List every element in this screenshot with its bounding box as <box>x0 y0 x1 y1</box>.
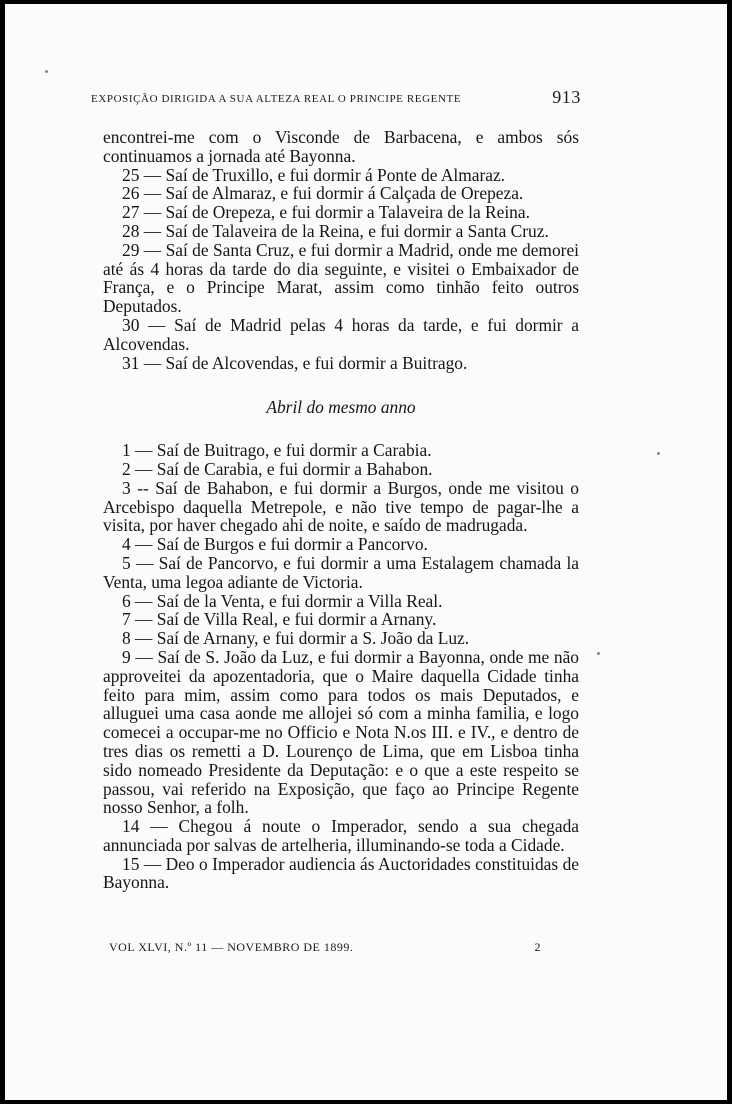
volume-info: VOL XLVI, N.º 11 — NOVEMBRO DE 1899. <box>109 940 354 954</box>
paragraph: 5 — Saí de Pancorvo, e fui dormir a uma Estalagem chamada la Venta, uma legoa adiante de Victoria. <box>103 552 579 592</box>
paragraph: 25 — Saí de Truxillo, e fui dormir á Ponte de Almaraz. <box>122 164 506 185</box>
paragraph: 14 — Chegou á noute o Imperador, sendo a sua chegada annunciada por salvas de artelheria, illuminando-se toda a Cidade. <box>103 816 579 855</box>
page-footer <box>109 936 559 956</box>
paragraph: 31 — Saí de Alcovendas, e fui dormir a Buitrago. <box>122 352 468 373</box>
print-speck <box>657 452 660 455</box>
document-page <box>5 4 727 1100</box>
body-text <box>103 128 579 892</box>
signature-mark: 2 <box>534 940 541 954</box>
paragraph: 26 — Saí de Almaraz, e fui dormir á Calçada de Orepeza. <box>122 183 524 204</box>
paragraph: 29 — Saí de Santa Cruz, e fui dormir a Madrid, onde me demorei até ás 4 horas da tarde do dia seguinte, e visitei o Embaixador de França, e o Principe Marat, assim como tinhão feito outros Deputados. <box>103 239 579 317</box>
paragraph: 15 — Deo o Imperador audiencia ás Auctoridades constituidas de Bayonna. <box>103 853 579 893</box>
paragraph: 6 — Saí de la Venta, e fui dormir a Villa Real. <box>122 590 443 611</box>
paragraph: 28 — Saí de Talaveira de la Reina, e fui dormir a Santa Cruz. <box>122 220 549 241</box>
running-title: EXPOSIÇÃO DIRIGIDA A SUA ALTEZA REAL O PRINCIPE REGENTE <box>91 93 462 105</box>
paragraph: encontrei-me com o Visconde de Barbacena, e ambos sós continuamos a jornada até Bayonna. <box>103 127 579 166</box>
paragraph: 30 — Saí de Madrid pelas 4 horas da tarde, e fui dormir a Alcovendas. <box>103 314 579 354</box>
paragraph: 7 — Saí de Villa Real, e fui dormir a Arnany. <box>122 609 437 630</box>
print-speck <box>45 70 48 73</box>
paragraph: 3 -- Saí de Bahabon, e fui dormir a Burgos, onde me visitou o Arcebispo daquella Metrepole, e não tive tempo de pagar-lhe a visita, por haver chegado ahi de noite, e saído de madrugada. <box>103 477 579 536</box>
paragraph: 8 — Saí de Arnany, e fui dormir a S. João da Luz. <box>122 628 470 649</box>
print-speck <box>597 652 600 655</box>
paragraph: 2 — Saí de Carabia, e fui dormir a Bahabon. <box>122 458 433 479</box>
section-title: Abril do mesmo anno <box>266 397 416 418</box>
paragraph: 27 — Saí de Orepeza, e fui dormir a Talaveira de la Reina. <box>122 202 530 223</box>
paragraph: 9 — Saí de S. João da Luz, e fui dormir a Bayonna, onde me não approveitei da apozentadoria, que o Maire daquella Cidade tinha feito para mim, assim como para todos os mais Deputados, e alluguei uma casa aonde me allojei só com a minha familia, e logo comecei a occupar-me no Officio e Nota N.os III. e IV., e dentro de tres dias os remetti a D. Lourenço de Lima, que em Lisboa tinha sido nomeado Presidente da Deputação: e o que a este respeito se passou, vai referido na Exposição, que faço ao Principe Regente nosso Senhor, a folh. <box>103 646 579 818</box>
paragraph: 4 — Saí de Burgos e fui dormir a Pancorvo. <box>122 534 428 555</box>
page-number: 913 <box>552 87 581 107</box>
running-header <box>91 87 581 111</box>
paragraph: 1 — Saí de Buitrago, e fui dormir a Carabia. <box>122 440 432 461</box>
